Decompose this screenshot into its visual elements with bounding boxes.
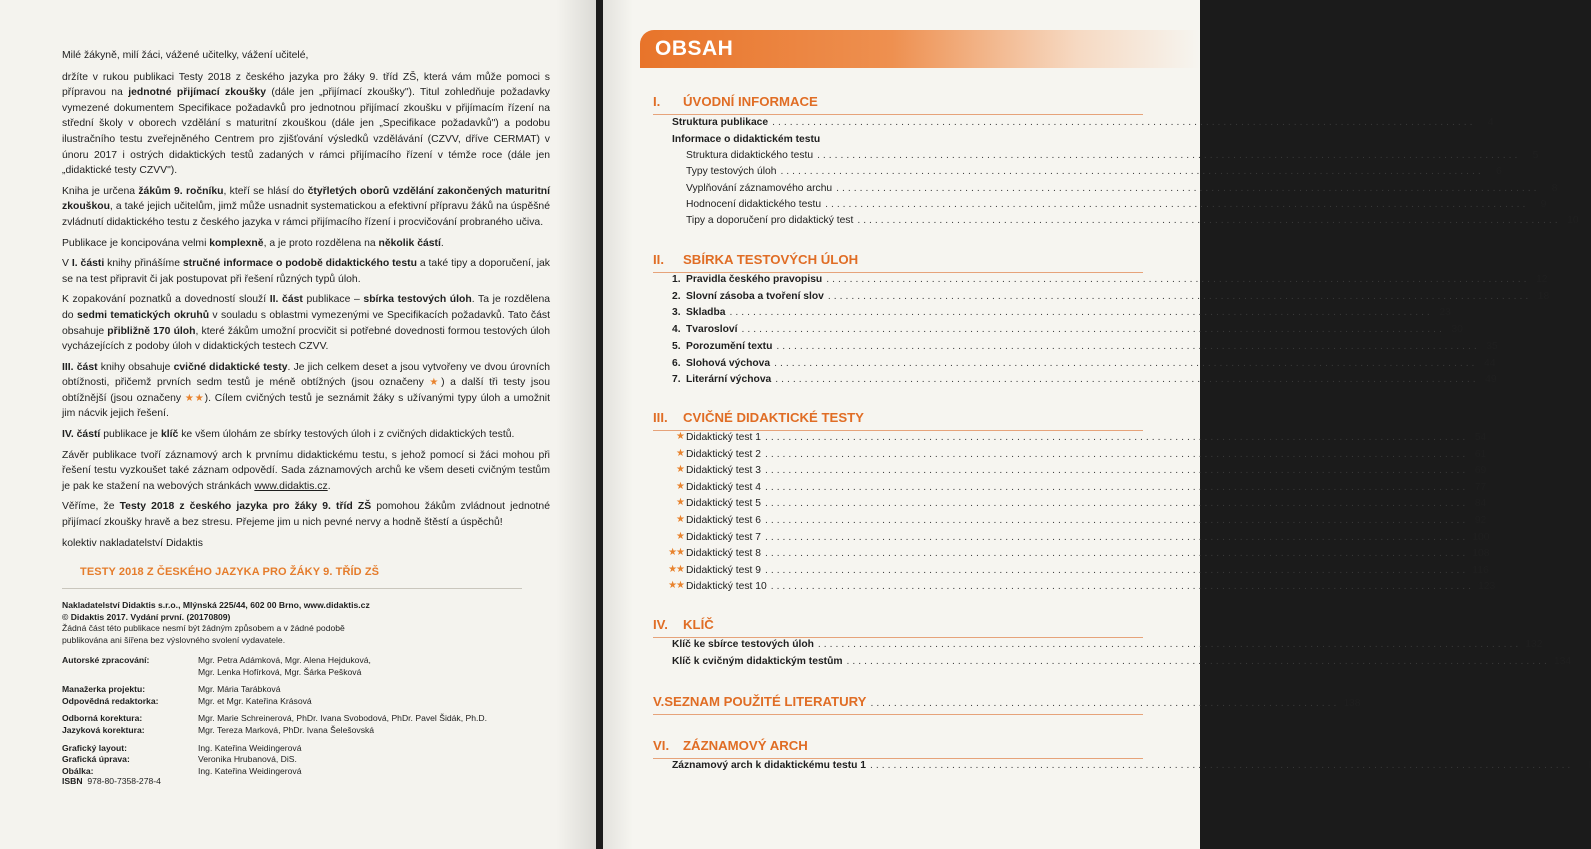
section-title: SBÍRKA TESTOVÝCH ÚLOH xyxy=(683,252,859,267)
toc-label-text: Didaktický test 1 xyxy=(686,432,761,443)
contents-heading: OBSAH xyxy=(655,37,734,60)
double-star-icon: ★★ xyxy=(668,563,684,575)
credit-row xyxy=(62,743,542,755)
star-icon: ★ xyxy=(676,514,684,525)
toc-label xyxy=(672,274,822,285)
leader-dots: ........................................................................................................................ xyxy=(870,760,1574,771)
text-span: Závěr publikace tvoří záznamový arch k prvnímu didaktickému testu, s jehož pomocí si žáci mohou při řešení testu vyzkoušet také záznam odpovědí. Sada záznamových archů ke všem deseti cvičným testům je pak ke stažení na webových stránkách xyxy=(62,449,550,492)
star-icon: ★ xyxy=(676,530,684,542)
toc-entry[interactable] xyxy=(686,215,1579,226)
section-rule xyxy=(653,758,1143,759)
paragraph-6 xyxy=(62,360,550,422)
leader-dots: ........................................................................................................................ xyxy=(764,481,1469,493)
bold-span: jednotné přijímací zkoušky xyxy=(128,87,267,99)
credit-role: Obálka: xyxy=(62,765,94,776)
bold-span: několik částí xyxy=(378,237,441,249)
toc-page-number: 54 xyxy=(1474,432,1487,443)
credit-names xyxy=(198,754,542,766)
text-span: Věříme, že xyxy=(62,501,120,513)
toc-page-number: 4 xyxy=(1487,117,1494,128)
signature: kolektiv nakladatelství Didaktis xyxy=(62,537,203,549)
credit-row xyxy=(62,754,542,766)
toc-number: 3. xyxy=(672,307,681,319)
section-heading[interactable] xyxy=(653,94,818,109)
text-span: publikace – xyxy=(302,294,364,306)
toc-label-text: Záznamový arch k didaktickému testu 1 xyxy=(672,760,866,771)
bold-span: žákům 9. ročníku xyxy=(138,185,224,197)
toc-label xyxy=(672,324,738,335)
toc-label-text: Struktura publikace xyxy=(672,117,769,128)
text-span: K zopakování poznatků a dovedností slouží xyxy=(62,294,270,306)
publisher-line: Nakladatelství Didaktis s.r.o., Mlýnská 225/44, 602 00 Brno, www.didaktis.cz xyxy=(62,600,370,610)
credit-role: Autorské zpracování: xyxy=(62,655,150,665)
text-span: , kteří se hlásí do xyxy=(223,185,308,197)
credit-name-line: Ing. Kateřina Weidingerová xyxy=(198,765,302,776)
toc-page-number: 77 xyxy=(1474,481,1487,493)
credit-role: Odpovědná redaktorka: xyxy=(62,695,159,706)
toc-page-number: 9 xyxy=(1540,199,1547,210)
toc-label xyxy=(686,581,767,592)
toc-label-text: Didaktický test 2 xyxy=(686,448,761,460)
toc-label xyxy=(672,656,843,667)
toc-label xyxy=(686,565,761,576)
credit-role: Grafický layout: xyxy=(62,742,127,753)
toc-label-text: Tipy a doporučení pro didaktický test xyxy=(686,215,854,226)
credit-name-line: Mgr. Tereza Marková, PhDr. Ivana Šelešovská xyxy=(198,724,375,735)
toc-page-number: 108 xyxy=(1472,548,1490,560)
toc-number: 1. xyxy=(672,274,681,285)
toc-page-number: 84 xyxy=(1474,498,1487,510)
credit-row xyxy=(62,696,542,708)
toc-label-text: Didaktický test 8 xyxy=(686,548,761,560)
toc-entry[interactable] xyxy=(676,514,1487,526)
gutter-shadow xyxy=(603,0,633,849)
section-heading[interactable] xyxy=(653,617,714,632)
text-span: . xyxy=(440,237,444,249)
credit-name-line: Ing. Kateřina Weidingerová xyxy=(198,742,302,753)
credit-name-line: Mgr. Petra Adámková, Mgr. Alena Hejduková, xyxy=(198,655,371,665)
bold-span: čtyřletých oborů vzdělání zakončených maturitní zkouškou xyxy=(62,185,551,213)
copyright-line: © Didaktis 2017. Vydání první. (20170809) xyxy=(62,611,231,622)
section-heading[interactable] xyxy=(653,410,864,425)
bold-span: IV. částí xyxy=(62,429,101,441)
toc-entry[interactable] xyxy=(672,117,1494,128)
text-span: , které žákům umožní procvičit si potřebné dovednosti formou testových úloh vycházejících z podoby úloh v didaktických testech CZVV. xyxy=(62,325,550,353)
imprint xyxy=(62,600,542,646)
toc-number: 2. xyxy=(672,290,681,302)
credit-names xyxy=(198,713,542,725)
leader-dots: ........................................................................................................................ xyxy=(817,150,1521,161)
section-number: II. xyxy=(653,252,664,267)
section-title: KLÍČ xyxy=(683,617,714,632)
toc-entry[interactable] xyxy=(686,166,1502,177)
leader-dots: ........................................................................................................................ xyxy=(827,290,1532,302)
toc-entry[interactable] xyxy=(668,547,1490,560)
section-heading[interactable] xyxy=(653,738,808,753)
toc-entry[interactable] xyxy=(672,340,1498,352)
isbn-value: 978-80-7358-278-4 xyxy=(87,776,161,786)
greeting: Milé žákyně, milí žáci, vážené učitelky, vážení učitelé, xyxy=(62,50,309,61)
credit-row xyxy=(62,713,542,725)
toc-page-number: 123 xyxy=(1478,581,1496,593)
toc-entry[interactable] xyxy=(672,374,1497,386)
star-icon: ★ xyxy=(676,480,684,492)
paragraph-7 xyxy=(62,427,550,443)
rights-line: publikována ani šířena bez výslovného svolení vydavatele. xyxy=(62,634,286,645)
toc-label xyxy=(672,639,814,650)
toc-entry[interactable] xyxy=(676,431,1487,443)
toc-page-number: 61 xyxy=(1474,448,1487,460)
text-span: pomohou žákům zvládnout jednotné přijímací zkoušky hravě a bez stresu. Přejeme jim u nich pevné nervy a hodně štěstí a úspěchů! xyxy=(62,501,550,529)
credit-name-line: Mgr. Marie Schreinerová, PhDr. Ivana Svobodová, PhDr. Pavel Šidák, Ph.D. xyxy=(198,713,487,724)
leader-dots: ........................................................................................................................ xyxy=(825,199,1529,210)
section-number: IV. xyxy=(653,617,668,632)
right-page xyxy=(603,0,1591,849)
bold-span: II. část xyxy=(269,294,303,306)
credit-names xyxy=(198,655,542,678)
toc-entry[interactable] xyxy=(676,464,1487,477)
toc-entry[interactable] xyxy=(676,480,1487,493)
toc-label xyxy=(686,498,761,509)
leader-dots: ........................................................................................................................ xyxy=(774,357,1478,369)
toc-label-text: Informace o didaktickém testu xyxy=(672,134,821,145)
toc-label-text: Struktura didaktického testu xyxy=(686,150,814,161)
toc-label xyxy=(686,548,761,559)
section-rule xyxy=(653,114,1143,115)
toc-entry[interactable] xyxy=(672,655,1572,667)
credit-names xyxy=(198,696,542,708)
credit-name-line: Veronika Hrubanová, DiS. xyxy=(198,754,297,765)
leader-dots: ........................................................................................................................ xyxy=(729,307,1433,319)
double-star-icon: ★★ xyxy=(668,547,684,559)
leader-dots: ........................................................................................................................ xyxy=(780,166,1484,177)
toc-number: 7. xyxy=(672,374,681,386)
section-number: V. xyxy=(653,694,665,709)
toc-entry[interactable] xyxy=(686,199,1547,210)
leader-dots: ........................................................................................................................ xyxy=(826,274,1530,285)
text-span: V xyxy=(62,258,72,270)
toc-entry[interactable] xyxy=(686,183,1558,194)
toc-entry[interactable] xyxy=(672,324,1463,336)
text-span: a také tipy a doporučení, jak se na test připravit či jak postupovat při řešení různých typů úloh. xyxy=(62,258,550,285)
credit-row xyxy=(62,684,542,696)
toc-page-number: 10 xyxy=(1567,215,1579,226)
toc-label-text: Hodnocení didaktického testu xyxy=(686,199,822,210)
bold-span: sedmi tematických okruhů xyxy=(76,309,210,321)
paragraph-1 xyxy=(62,70,550,179)
toc-page-number: 5 xyxy=(1532,150,1539,161)
toc-label xyxy=(686,465,761,476)
leader-dots: ........................................................................................................................ xyxy=(857,215,1561,226)
bold-span: stručné informace o podobě didaktického testu xyxy=(182,258,417,270)
text-span: , a také jejich učitelům, jimž může usnadnit systematickou a efektivní přípravu žáků na úspěšné zvládnutí didaktického testu z českého jazyka v rámci přijímacího řízení i procvičování probraného učiva. xyxy=(62,201,550,228)
divider xyxy=(62,588,522,589)
credit-names xyxy=(198,684,542,696)
toc-label-text: Didaktický test 6 xyxy=(686,515,761,526)
bold-span: sbírka testových úloh xyxy=(363,294,472,306)
isbn xyxy=(62,776,161,786)
section-rule xyxy=(653,430,1143,431)
credit-row xyxy=(62,655,542,678)
toc-label-text: Didaktický test 3 xyxy=(686,465,761,477)
leader-dots: ........................................................................................................................ xyxy=(770,581,1475,593)
credit-names xyxy=(198,743,542,755)
toc-label xyxy=(686,482,761,493)
toc-label xyxy=(672,358,770,369)
toc-label xyxy=(686,532,761,543)
paragraph-2 xyxy=(62,184,550,231)
credit-role: Jazyková korektura: xyxy=(62,724,145,735)
bold-span: přibližně 170 úloh xyxy=(107,325,196,337)
text-span: . xyxy=(327,480,331,492)
toc-label-text: Pravidla českého pravopisu xyxy=(686,274,823,285)
toc-label-text: Klíč k cvičným didaktickým testům xyxy=(672,655,843,667)
toc-page-number: 8 xyxy=(1551,183,1558,194)
toc-label-text: Klíč ke sbírce testových úloh xyxy=(672,639,814,650)
toc-label xyxy=(672,341,772,352)
toc-label xyxy=(686,432,761,443)
paragraph-3 xyxy=(62,236,550,252)
leader-dots: ........................................................................................................................ xyxy=(741,324,1445,336)
toc-entry[interactable] xyxy=(672,357,1496,369)
leader-dots: ........................................................................................................................ xyxy=(772,117,1476,128)
toc-label xyxy=(686,449,761,460)
toc-label-text: Didaktický test 4 xyxy=(686,481,761,493)
toc-page-number: 44 xyxy=(1483,357,1496,369)
double-star-icon: ★★ xyxy=(184,392,205,404)
leader-dots: ........................................................................................................................ xyxy=(775,374,1479,386)
toc-page-number: 138 xyxy=(1343,698,1361,709)
toc-label-text: Skladba xyxy=(686,307,726,319)
toc-page-number: 132 xyxy=(1525,639,1543,650)
bold-span: III. část xyxy=(62,361,98,373)
text-span: , a je proto rozdělena na xyxy=(263,237,379,249)
toc-label xyxy=(672,374,771,385)
paragraph-5 xyxy=(62,292,550,354)
toc-page-number: 30 xyxy=(1451,324,1463,336)
toc-entry[interactable] xyxy=(672,134,1140,145)
toc-page-number: 23 xyxy=(1439,307,1451,319)
toc-label-text: Slovní zásoba a tvoření slov xyxy=(686,290,824,302)
toc-entry[interactable] xyxy=(686,150,1539,161)
toc-number: 5. xyxy=(672,340,681,352)
leader-dots: ........................................................................................................................ xyxy=(776,340,1480,352)
bold-span: cvičné didaktické testy xyxy=(173,361,288,373)
leader-dots: ........................................................................................................................ xyxy=(764,531,1469,543)
text-span: knihy obsahuje xyxy=(97,361,174,373)
credit-row xyxy=(62,725,542,737)
toc-entry[interactable] xyxy=(676,497,1487,510)
leader-dots: ........................................................................................................................ xyxy=(764,515,1469,526)
toc-label-text: Didaktický test 5 xyxy=(686,498,761,510)
toc-entry[interactable] xyxy=(672,274,1548,285)
star-icon: ★ xyxy=(676,464,684,476)
leader-dots: ........................................................................................................................ xyxy=(764,548,1469,560)
text-span: ke všem úlohám ze sbírky testových úloh i z cvičných didaktických testů. xyxy=(178,429,515,441)
text-span: (dále jen „přijímací zkoušky"). Titul zohledňuje požadavky vymezené dokumentem Specifikace požadavků pro jednotnou přijímací zkoušku v přijímacím řízení na střední školy v oborech vzdělání s maturitní zkouškou (dále jen „Specifikace požadavků") a podobu ilustračního testu zveřejněného Centrem pro zjišťování výsledků vzdělávání (CZVV, dříve CERMAT) v únoru 2017 i ostrých didaktických testů zadaných v rámci přijímacího řízení v témže roce (dále jen „didaktické testy CZVV"). xyxy=(62,87,550,177)
toc-label-text: Tvarosloví xyxy=(686,324,738,336)
text-span: držíte v rukou publikaci Testy 2018 z českého jazyka pro žáky 9. tříd ZŠ, která vám může pomoci s přípravou na xyxy=(62,71,550,99)
bold-span: komplexně xyxy=(209,237,264,249)
credit-role: Grafická úprava: xyxy=(62,754,130,765)
left-page xyxy=(0,0,596,849)
text-span: Kniha je určena xyxy=(62,185,139,197)
leader-dots: ........................................................................................................................ xyxy=(764,564,1469,576)
section-rule xyxy=(653,272,1143,273)
toc-entry[interactable] xyxy=(672,639,1543,650)
toc-entry[interactable] xyxy=(668,580,1496,593)
toc-label-text: Didaktický test 9 xyxy=(686,564,761,576)
leader-dots: ........................................................................................................................ xyxy=(764,432,1469,443)
book-title: TESTY 2018 Z ČESKÉHO JAZYKA PRO ŽÁKY 9. TŘÍD ZŠ xyxy=(80,566,380,578)
star-icon: ★ xyxy=(429,377,442,389)
website-link[interactable]: www.didaktis.cz xyxy=(254,480,328,492)
text-span: publikace je xyxy=(100,429,161,441)
toc-label xyxy=(686,166,776,177)
toc-page-number: 116 xyxy=(1472,564,1489,576)
toc-label xyxy=(672,134,820,145)
toc-page-number: 49 xyxy=(1485,374,1497,386)
toc-label-text: Didaktický test 10 xyxy=(686,581,767,593)
isbn-label: ISBN xyxy=(62,776,83,786)
toc-label-text: Didaktický test 7 xyxy=(686,531,761,543)
toc-page-number: 12 xyxy=(1536,274,1548,285)
text-span: . Je jich celkem deset a jsou vytvořeny ve dvou úrovních obtížnosti, přičemž prvních sedm testů je méně obtížných (jsou označeny xyxy=(62,361,550,389)
toc-label-text: Vyplňování záznamového archu xyxy=(686,183,833,194)
toc-page-number: 35 xyxy=(1486,340,1498,352)
leader-dots: ........................................................................................................................ xyxy=(846,655,1550,667)
paragraph-4 xyxy=(62,256,550,287)
leader-dots: ........................................................................................................................ xyxy=(764,465,1469,477)
toc-page-number: 6 xyxy=(1496,166,1502,177)
toc-label xyxy=(672,307,726,318)
text-span: ) a další tři testy jsou obtížnější (jsou označeny xyxy=(62,377,550,404)
gutter-shadow xyxy=(556,0,596,849)
bold-span: I. části xyxy=(71,258,105,270)
section-title: SEZNAM POUŽITÉ LITERATURY xyxy=(664,694,867,709)
contents-banner xyxy=(640,30,1200,68)
toc-page-number: 18 xyxy=(1537,290,1550,302)
leader-dots: ........................................................................................................................ xyxy=(817,639,1522,650)
section-number: I. xyxy=(653,94,661,109)
section-number: III. xyxy=(653,410,668,425)
toc-label xyxy=(686,183,832,194)
text-span: ). Cílem cvičných testů je seznámit žáky s užívanými typy úloh a umožnit jim nácvik jejich řešení. xyxy=(62,392,550,420)
rights-line: Žádná část této publikace nesmí být žádným způsobem a v žádné podobě xyxy=(62,623,345,634)
toc-number: 4. xyxy=(672,324,681,336)
toc-label-text: Porozumění textu xyxy=(686,340,773,352)
toc-entry[interactable] xyxy=(672,290,1550,302)
paragraph-9 xyxy=(62,499,550,530)
star-icon: ★ xyxy=(676,447,684,459)
bold-span: Testy 2018 z českého jazyka pro žáky 9. tříd ZŠ xyxy=(119,501,372,513)
toc-page-number: 100 xyxy=(1472,531,1490,543)
credit-role: Odborná korektura: xyxy=(62,713,143,724)
paragraph-8 xyxy=(62,448,550,495)
toc-page-number: 92 xyxy=(1474,515,1487,526)
star-icon: ★ xyxy=(676,497,684,509)
leader-dots: ................................................................................ xyxy=(870,698,1340,709)
text-span: Publikace je koncipována velmi xyxy=(62,237,210,249)
credit-name-line: Mgr. et Mgr. Kateřina Krásová xyxy=(198,695,312,706)
text-span: v souladu s oblastmi vymezenými ve Specifikacích požadavků. Tato část obsahuje xyxy=(62,309,550,337)
section-title: CVIČNÉ DIDAKTICKÉ TESTY xyxy=(683,410,864,425)
double-star-icon: ★★ xyxy=(668,580,684,592)
leader-dots: ........................................................................................................................ xyxy=(836,183,1540,194)
intro-text xyxy=(62,48,550,556)
credits xyxy=(62,655,542,777)
section-rule xyxy=(653,714,1143,715)
section-heading[interactable] xyxy=(653,694,1361,709)
toc-label xyxy=(672,291,824,302)
toc-entry[interactable] xyxy=(676,447,1487,460)
toc-label xyxy=(686,215,853,226)
toc-label xyxy=(686,515,761,526)
section-number: VI. xyxy=(653,738,670,753)
leader-dots: ........................................................................................................................ xyxy=(764,448,1469,460)
section-heading[interactable] xyxy=(653,252,858,267)
toc-label-text: Typy testových úloh xyxy=(686,166,777,177)
section-title: ÚVODNÍ INFORMACE xyxy=(683,94,818,109)
toc-entry[interactable] xyxy=(668,563,1489,576)
leader-dots: ........................................................................................................................ xyxy=(764,498,1469,510)
section-title: ZÁZNAMOVÝ ARCH xyxy=(683,738,808,753)
toc-label-text: Literární výchova xyxy=(686,374,772,386)
star-icon: ★ xyxy=(676,431,684,442)
text-span: knihy přinášíme xyxy=(104,258,183,270)
toc-entry[interactable] xyxy=(672,760,1591,771)
credit-names xyxy=(198,766,542,778)
toc-number: 6. xyxy=(672,357,681,369)
toc-page-number: 69 xyxy=(1474,465,1487,477)
toc-label xyxy=(686,150,813,161)
toc-label xyxy=(672,117,768,128)
credit-name-line: Mgr. Lenka Hofírková, Mgr. Šárka Pešková xyxy=(198,666,362,677)
bold-span: klíč xyxy=(160,429,179,441)
toc-label xyxy=(686,199,821,210)
toc-page-number: I xyxy=(1588,760,1591,771)
credit-name-line: Mgr. Mária Tarábková xyxy=(198,684,281,695)
toc-entry[interactable] xyxy=(676,530,1490,543)
section-rule xyxy=(653,637,1143,638)
credit-role: Manažerka projektu: xyxy=(62,684,146,695)
toc-entry[interactable] xyxy=(672,307,1451,319)
toc-label xyxy=(672,760,866,771)
toc-page-number: 134 xyxy=(1553,655,1572,667)
text-span: . Ta je rozdělena do xyxy=(62,294,551,321)
toc-label-text: Slohová výchova xyxy=(686,357,771,369)
credit-names xyxy=(198,725,542,737)
